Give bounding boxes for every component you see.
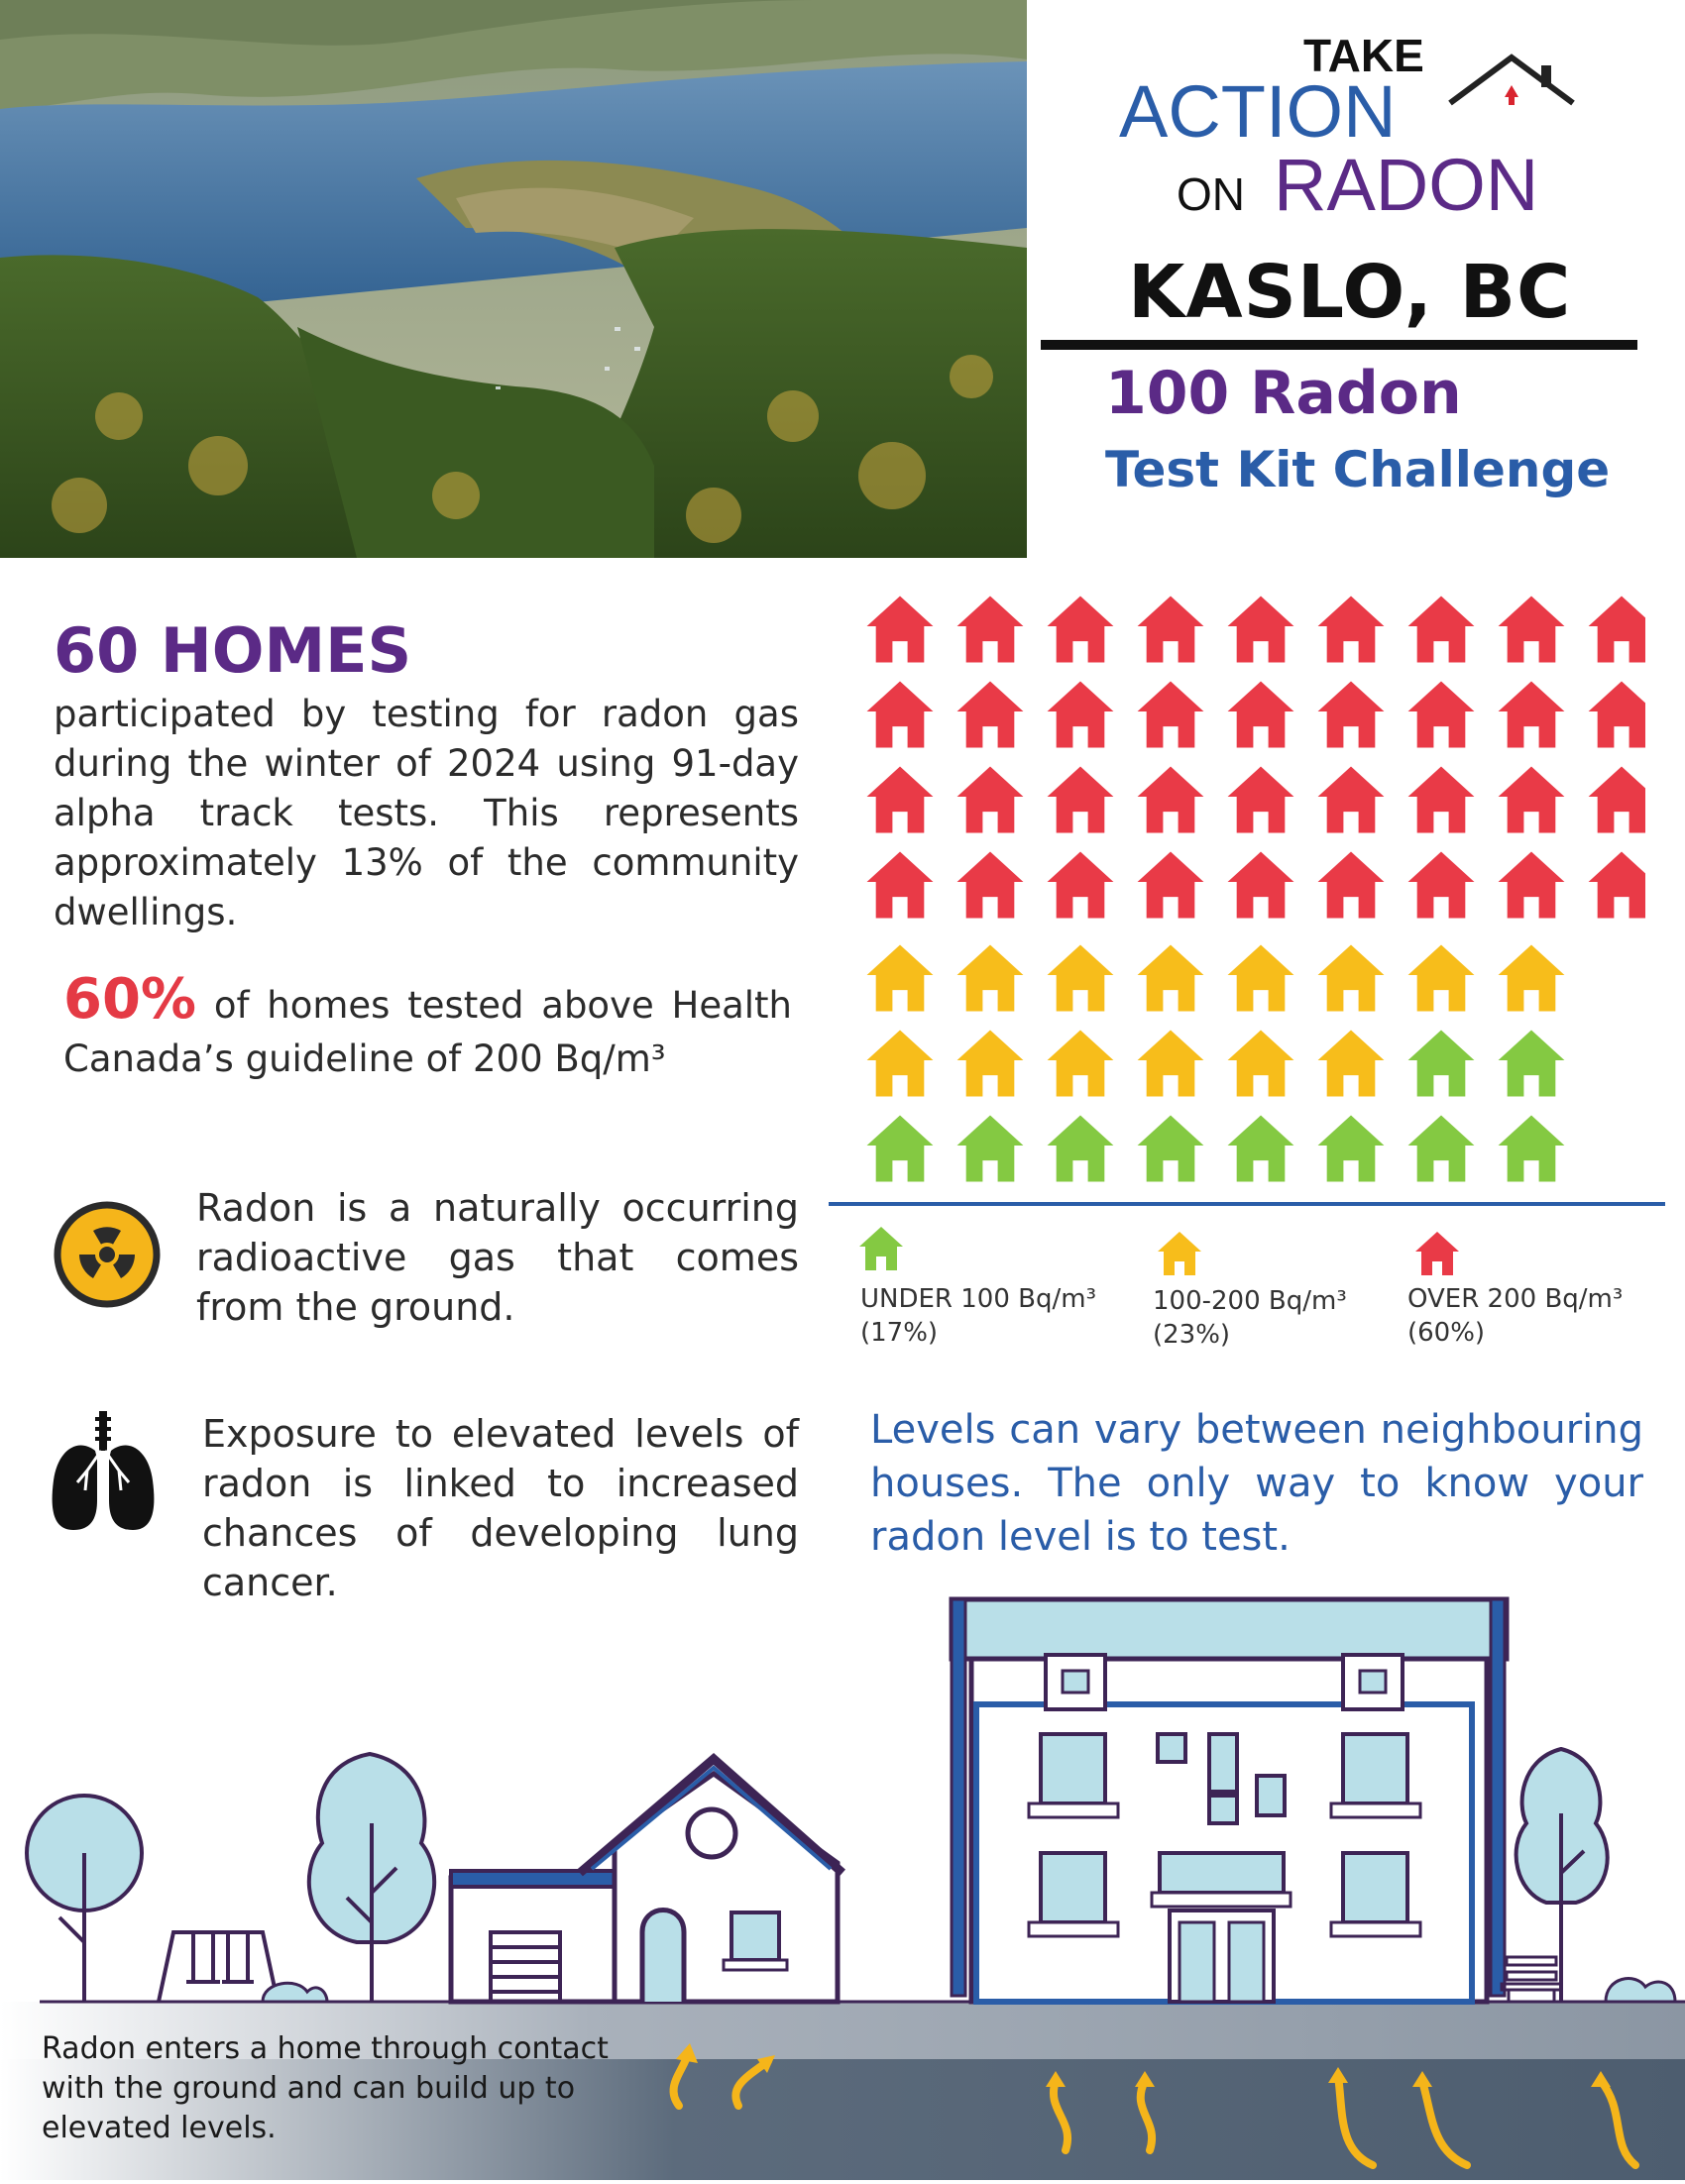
- house-over-200-icon: [1138, 767, 1204, 833]
- maple-leaf-icon: [1505, 85, 1518, 105]
- house-over-200-icon: [957, 852, 1024, 919]
- lake-landscape-image: [0, 0, 1027, 558]
- legend-under-100-label: UNDER 100 Bq/m³: [860, 1284, 1096, 1314]
- house-100-200-icon: [1048, 1031, 1114, 1097]
- house-over-200-icon: [867, 767, 934, 833]
- legend-under-100-icon: [856, 1224, 906, 1277]
- house-over-200-icon: [1589, 852, 1645, 919]
- house-over-200-icon: [1048, 682, 1114, 748]
- participation-text: participated by testing for radon gas during the winter of 2024 using 91-day alpha track tests. This represents approximately 13% of the community dwellings.: [54, 693, 799, 933]
- tall-tree-icon: [309, 1754, 434, 2002]
- house-under-100-icon: [1499, 1031, 1565, 1097]
- house-over-200-icon: [1048, 767, 1114, 833]
- house-over-200-icon: [1048, 852, 1114, 919]
- house-under-100-icon: [1228, 1116, 1294, 1182]
- house-under-100-icon: [1318, 1116, 1385, 1182]
- house-over-200-icon: [1408, 852, 1475, 919]
- radiation-icon: [54, 1201, 161, 1308]
- house-100-200-icon: [1408, 945, 1475, 1012]
- title-divider: [1041, 340, 1637, 350]
- house-under-100-icon: [1138, 1116, 1204, 1182]
- house-over-200-icon: [1318, 597, 1385, 663]
- above-guideline-text: of homes tested above Health Canada’s guideline of 200 Bq/m³: [63, 984, 792, 1080]
- house-over-200-icon: [1499, 682, 1565, 748]
- house-over-200-icon: [1138, 597, 1204, 663]
- above-guideline-percent: 60%: [63, 967, 197, 1032]
- neighbours-note: Levels can vary between neighbouring houses. The only way to know your radon level is to test.: [870, 1407, 1643, 1560]
- radon-entry-caption: Radon enters a home through contact with the ground and can build up to elevated levels.: [42, 2031, 609, 2145]
- legend-under-100: [860, 1282, 1096, 1350]
- house-over-200-icon: [1589, 767, 1645, 833]
- house-100-200-icon: [1138, 945, 1204, 1012]
- logo-take: TAKE: [1303, 30, 1424, 81]
- house-over-200-icon: [1138, 682, 1204, 748]
- house-over-200-icon: [1408, 597, 1475, 663]
- legend-over-200-percent: (60%): [1407, 1318, 1486, 1348]
- house-over-200-icon: [1228, 682, 1294, 748]
- house-over-200-icon: [1499, 852, 1565, 919]
- house-over-200-icon: [1318, 682, 1385, 748]
- house-over-200-icon: [1499, 597, 1565, 663]
- house-over-200-icon: [1318, 767, 1385, 833]
- challenge-title: 100 Radon: [1105, 359, 1462, 428]
- house-under-100-icon: [1048, 1116, 1114, 1182]
- legend-over-200-icon: [1412, 1229, 1462, 1282]
- house-over-200-icon: [1499, 767, 1565, 833]
- house-100-200-icon: [867, 1031, 934, 1097]
- house-over-200-icon: [957, 597, 1024, 663]
- house-over-200-icon: [1228, 597, 1294, 663]
- legend-100-200-icon: [1155, 1229, 1204, 1282]
- house-over-200-icon: [867, 852, 934, 919]
- house-under-100-icon: [867, 1116, 934, 1182]
- results-house-grid: [852, 590, 1645, 1199]
- house-over-200-icon: [957, 682, 1024, 748]
- logo-on: ON: [1177, 168, 1245, 220]
- house-100-200-icon: [1048, 945, 1114, 1012]
- house-under-100-icon: [1408, 1116, 1475, 1182]
- house-over-200-icon: [1408, 682, 1475, 748]
- house-under-100-icon: [957, 1116, 1024, 1182]
- swing-set-icon: [159, 1932, 278, 2002]
- house-100-200-icon: [1228, 945, 1294, 1012]
- house-100-200-icon: [957, 945, 1024, 1012]
- apartment-building-illustration: [952, 1599, 1507, 2002]
- family-house-illustration: [451, 1759, 842, 2002]
- house-100-200-icon: [1318, 945, 1385, 1012]
- house-100-200-icon: [1318, 1031, 1385, 1097]
- house-100-200-icon: [1228, 1031, 1294, 1097]
- house-over-200-icon: [957, 767, 1024, 833]
- house-over-200-icon: [1408, 767, 1475, 833]
- round-tree-icon: [27, 1796, 142, 2002]
- legend-100-200-percent: (23%): [1153, 1320, 1231, 1350]
- house-over-200-icon: [1228, 852, 1294, 919]
- house-100-200-icon: [1499, 945, 1565, 1012]
- house-over-200-icon: [1048, 597, 1114, 663]
- house-over-200-icon: [1589, 597, 1645, 663]
- house-100-200-icon: [957, 1031, 1024, 1097]
- challenge-subtitle: Test Kit Challenge: [1105, 441, 1611, 498]
- legend-100-200: [1153, 1284, 1347, 1352]
- house-over-200-icon: [867, 682, 934, 748]
- house-under-100-icon: [1499, 1116, 1565, 1182]
- house-over-200-icon: [1318, 852, 1385, 919]
- results-divider: [829, 1202, 1665, 1206]
- bench-icon: [1502, 1957, 1561, 2002]
- legend-over-200: [1407, 1282, 1623, 1350]
- legend-over-200-label: OVER 200 Bq/m³: [1407, 1284, 1624, 1314]
- homes-headline: 60 HOMES: [54, 614, 412, 687]
- take-action-on-radon-logo: [1115, 20, 1591, 228]
- logo-action: ACTION: [1119, 70, 1397, 153]
- house-100-200-icon: [867, 945, 934, 1012]
- house-under-100-icon: [1408, 1031, 1475, 1097]
- lungs-icon: [48, 1411, 159, 1534]
- city-title: KASLO, BC: [1128, 250, 1572, 335]
- house-over-200-icon: [1138, 852, 1204, 919]
- above-guideline-statement: [63, 967, 792, 1086]
- lung-cancer-fact: Exposure to elevated levels of radon is linked to increased chances of developing lung cancer.: [202, 1412, 799, 1604]
- house-100-200-icon: [1138, 1031, 1204, 1097]
- legend-under-100-percent: (17%): [860, 1318, 939, 1348]
- logo-radon: RADON: [1274, 144, 1539, 226]
- house-over-200-icon: [1589, 682, 1645, 748]
- legend-100-200-label: 100-200 Bq/m³: [1153, 1286, 1347, 1316]
- radon-gas-fact: Radon is a naturally occurring radioactive gas that comes from the ground.: [196, 1186, 799, 1329]
- house-over-200-icon: [1228, 767, 1294, 833]
- house-over-200-icon: [867, 597, 934, 663]
- header-photo: [0, 0, 1027, 558]
